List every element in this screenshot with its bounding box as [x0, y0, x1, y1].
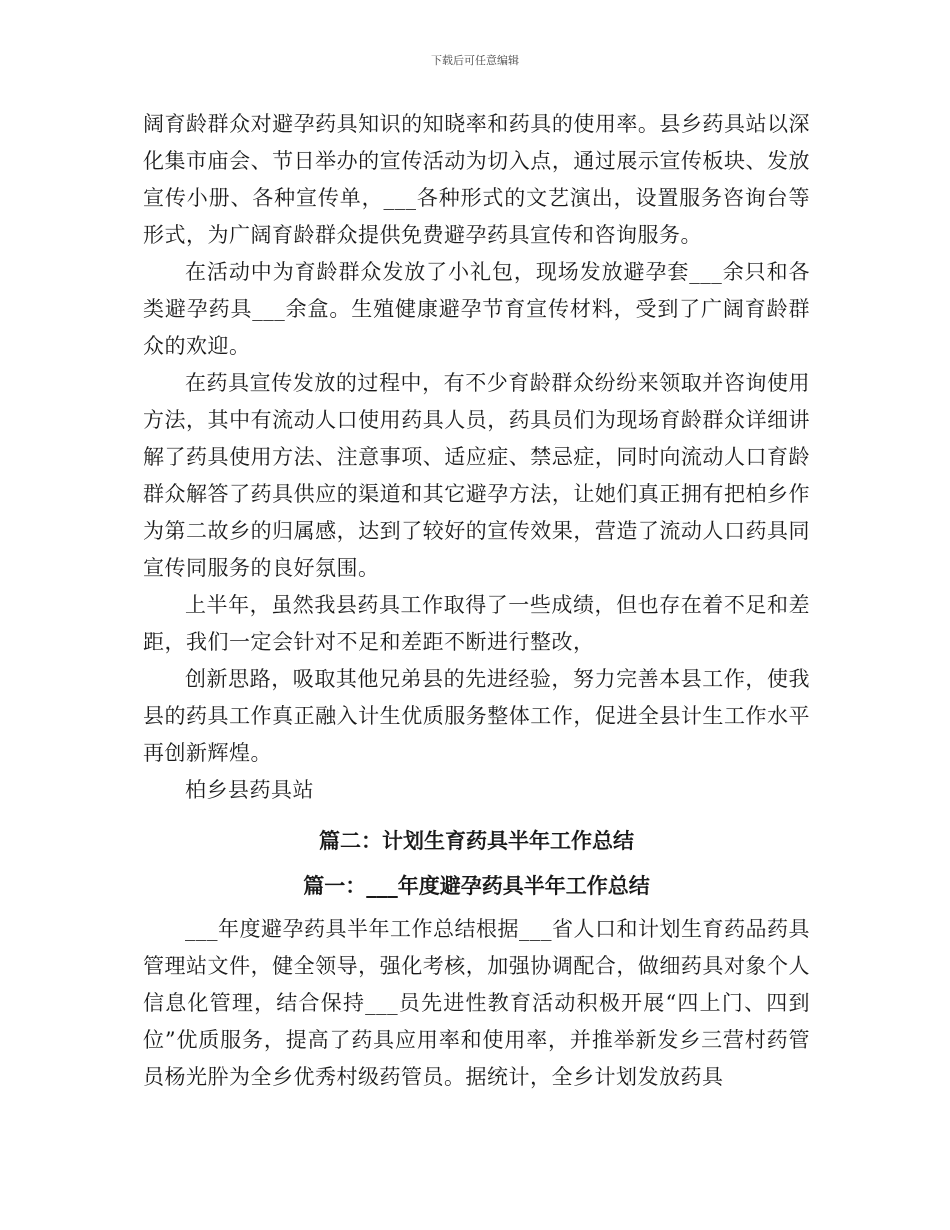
page-header-note: 下载后可任意编辑	[431, 54, 519, 67]
document-body	[143, 106, 810, 1096]
paragraph-annual-summary: ___年度避孕药具半年工作总结根据___省人口和计划生育药品药具管理站文件，健全领导，强化考核，加强协调配合，做细药具对象个人信息化管理，结合保持___员先进性教育活动积极开展“四上门、四到位”优质服务，提高了药具应用率和使用率，并推举新发乡三营村药管员杨光肸为全乡优秀村级药管员。据统计，全乡计划发放药具	[143, 917, 810, 1089]
paragraph-innovation: 创新思路，吸取其他兄弟县的先进经验，努力完善本县工作，使我县的药具工作真正融入计生优质服务整体工作，促进全县计生工作水平再创新辉煌。	[143, 667, 810, 765]
signature-station: 柏乡县药具站	[185, 778, 314, 802]
section-heading-part-two: 篇二：计划生育药具半年工作总结	[319, 829, 634, 853]
paragraph-shortcomings: 上半年，虽然我县药具工作取得了一些成绩，但也存在着不足和差距，我们一定会针对不足和差距不断进行整改，	[143, 593, 810, 654]
paragraph-continued: 阔育龄群众对避孕药具知识的知晓率和药具的使用率。县乡药具站以深化集市庙会、节日举办的宣传活动为切入点，通过展示宣传板块、发放宣传小册、各种宣传单，___各种形式的文艺演出，设置服务咨询台等形式，为广阔育龄群众提供免费避孕药具宣传和咨询服务。	[143, 112, 810, 247]
paragraph-gift-distribution: 在活动中为育龄群众发放了小礼包，现场发放避孕套___余只和各类避孕药具___余盒。生殖健康避孕节育宣传材料，受到了广阔育龄群众的欢迎。	[143, 260, 810, 358]
paragraph-consultation: 在药具宣传发放的过程中，有不少育龄群众纷纷来领取并咨询使用方法，其中有流动人口使用药具人员，药具员们为现场育龄群众详细讲解了药具使用方法、注意事项、适应症、禁忌症，同时向流动人口育龄群众解答了药具供应的渠道和其它避孕方法，让她们真正拥有把柏乡作为第二故乡的归属感，达到了较好的宣传效果，营造了流动人口药具同宣传同服务的良好氛围。	[143, 371, 810, 580]
section-heading-part-one: 篇一：___年度避孕药具半年工作总结	[303, 874, 650, 898]
